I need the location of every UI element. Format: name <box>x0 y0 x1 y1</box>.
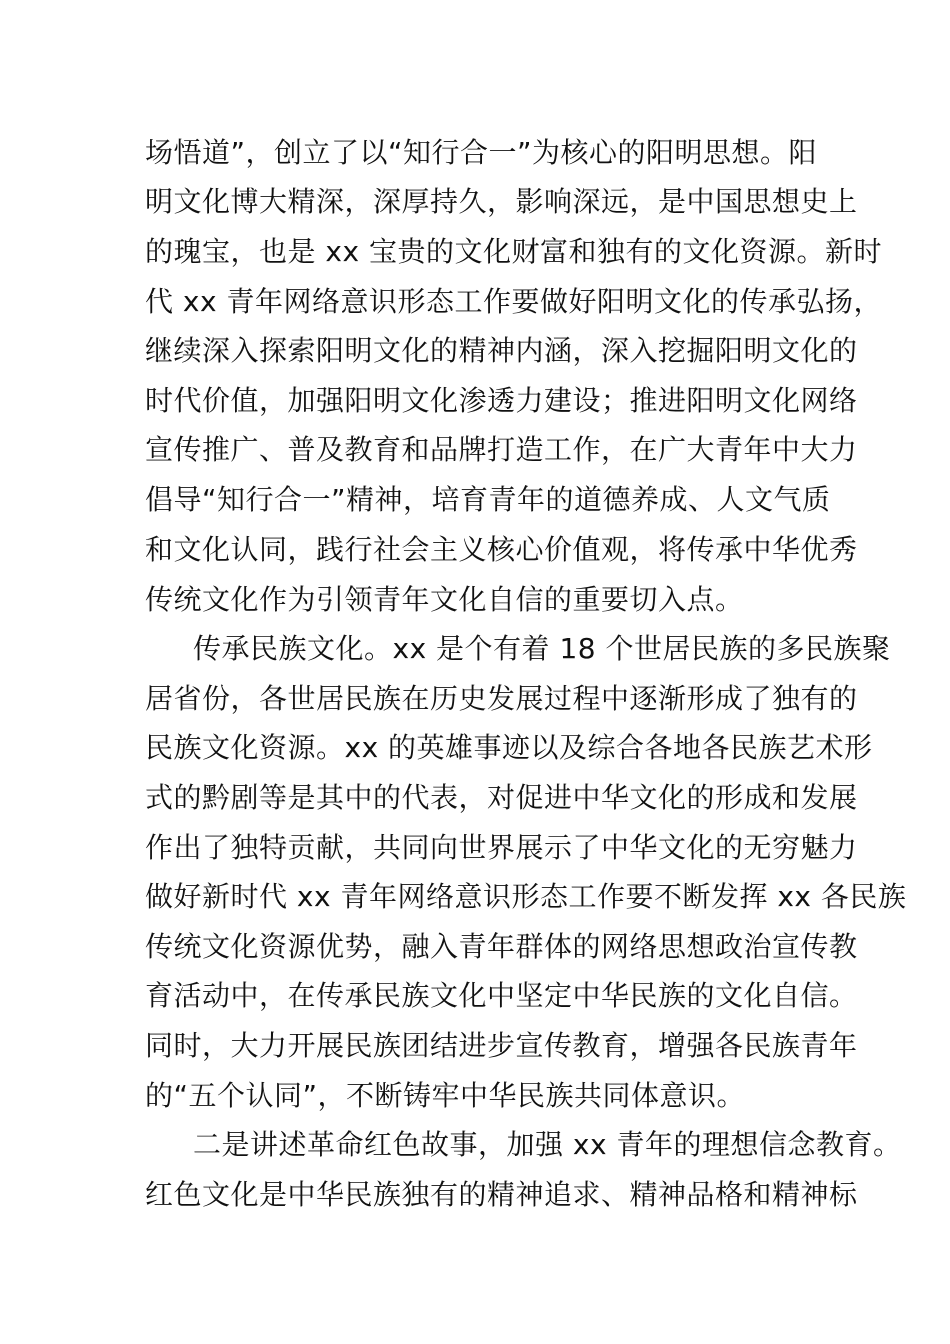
text-line: 育活动中，在传承民族文化中坚定中华民族的文化自信。 <box>145 979 858 1012</box>
text-line: 代 xx 青年网络意识形态工作要做好阳明文化的传承弘扬， <box>145 285 882 318</box>
text-line: 传统文化作为引领青年文化自信的重要切入点。 <box>145 583 744 616</box>
paragraph-first-line: 传承民族文化。xx 是个有着 18 个世居民族的多民族聚 <box>193 632 891 665</box>
text-line: 的“五个认同”，不断铸牢中华民族共同体意识。 <box>145 1079 746 1112</box>
text-line: 宣传推广、普及教育和品牌打造工作，在广大青年中大力 <box>145 433 858 466</box>
text-line: 同时，大力开展民族团结进步宣传教育，增强各民族青年 <box>145 1029 858 1062</box>
text-line: 时代价值，加强阳明文化渗透力建设；推进阳明文化网络 <box>145 384 858 417</box>
text-line: 倡导“知行合一”精神，培育青年的道德养成、人文气质 <box>145 483 831 516</box>
text-line: 场悟道”，创立了以“知行合一”为核心的阳明思想。阳 <box>145 136 818 169</box>
paragraph-first-line: 二是讲述革命红色故事，加强 xx 青年的理想信念教育。 <box>193 1128 902 1161</box>
text-line: 民族文化资源。xx 的英雄事迹以及综合各地各民族艺术形 <box>145 731 873 764</box>
text-line: 红色文化是中华民族独有的精神追求、精神品格和精神标 <box>145 1178 858 1211</box>
text-line: 和文化认同，践行社会主义核心价值观，将传承中华优秀 <box>145 533 858 566</box>
text-line: 传统文化资源优势，融入青年群体的网络思想政治宣传教 <box>145 930 858 963</box>
text-line: 式的黔剧等是其中的代表，对促进中华文化的形成和发展 <box>145 781 858 814</box>
text-line: 明文化博大精深，深厚持久，影响深远，是中国思想史上 <box>145 185 858 218</box>
text-line: 作出了独特贡献，共同向世界展示了中华文化的无穷魅力 <box>145 831 858 864</box>
text-line: 居省份，各世居民族在历史发展过程中逐渐形成了独有的 <box>145 682 858 715</box>
text-line: 做好新时代 xx 青年网络意识形态工作要不断发挥 xx 各民族 <box>145 880 907 913</box>
text-line: 继续深入探索阳明文化的精神内涵，深入挖掘阳明文化的 <box>145 334 858 367</box>
text-line: 的瑰宝，也是 xx 宝贵的文化财富和独有的文化资源。新时 <box>145 235 882 268</box>
